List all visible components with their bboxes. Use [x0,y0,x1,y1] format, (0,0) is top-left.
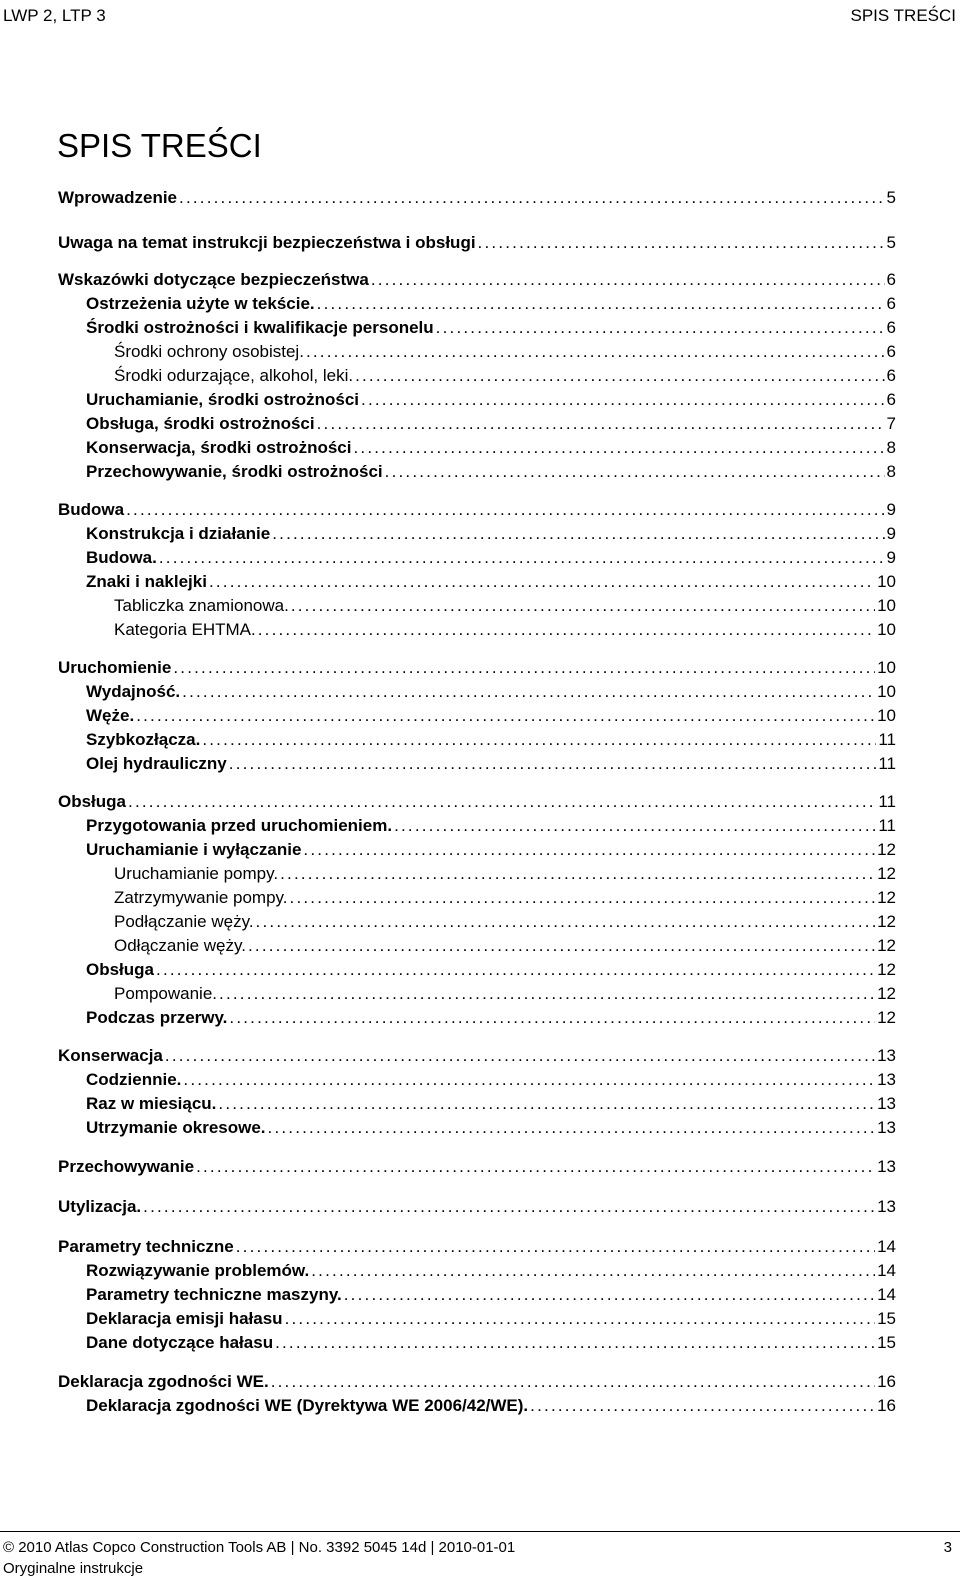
toc-entry[interactable] [58,231,896,255]
toc-leader-dots [248,934,875,958]
toc-entry-label: Ostrzeżenia użyte w tekście. [86,294,315,313]
toc-entry-label: Obsługa, środki ostrożności [86,414,315,433]
toc-entry-page: 9 [886,500,896,519]
toc-entry[interactable] [114,910,896,934]
toc-entry[interactable] [86,1116,896,1140]
toc-entry-page: 13 [877,1070,896,1089]
toc-entry-label: Deklaracja emisji hałasu [86,1309,283,1328]
toc-leader-dots [355,364,884,388]
toc-entry-page: 11 [878,730,896,749]
toc-entry[interactable] [86,388,896,412]
toc-leader-dots [183,1068,875,1092]
toc-entry-page: 13 [877,1046,896,1065]
toc-entry[interactable] [86,814,896,838]
toc-entry-page: 5 [886,188,896,207]
toc-leader-dots [317,292,885,316]
toc-entry-page: 14 [877,1237,896,1256]
toc-leader-dots [202,728,876,752]
toc-leader-dots [165,1044,875,1068]
toc-entry-page: 12 [877,984,896,1003]
toc-entry-label: Środki ostrożności i kwalifikacje personelu [86,318,434,337]
toc-entry-label: Deklaracja zgodności WE. [58,1372,269,1391]
toc-entry-page: 12 [877,840,896,859]
toc-entry-page: 13 [877,1197,896,1216]
toc-entry[interactable] [58,1044,896,1068]
toc-leader-dots [361,388,885,412]
toc-entry-page: 10 [877,706,896,725]
toc-leader-dots [353,436,884,460]
toc-entry-page: 9 [886,548,896,567]
toc-entry[interactable] [86,1394,896,1418]
toc-entry[interactable] [86,1283,896,1307]
toc-entry-label: Odłączanie węży. [114,936,246,955]
toc-entry[interactable] [86,838,896,862]
toc-leader-dots [126,498,884,522]
toc-leader-dots [258,618,875,642]
toc-entry-label: Konserwacja, środki ostrożności [86,438,352,457]
toc-entry[interactable] [86,752,896,776]
footer-divider [0,1531,960,1532]
toc-entry-label: Uruchamianie i wyłączanie [86,840,302,859]
toc-entry-page: 12 [877,960,896,979]
toc-entry[interactable] [58,656,896,680]
toc-entry[interactable] [86,546,896,570]
toc-entry[interactable] [58,1235,896,1259]
toc-entry-page: 12 [877,1008,896,1027]
toc-entry-page: 10 [877,682,896,701]
toc-entry-page: 11 [878,754,896,773]
toc-entry-label: Środki ochrony osobistej. [114,342,304,361]
toc-entry-page: 12 [877,864,896,883]
toc-leader-dots [311,1259,875,1283]
toc-leader-dots [371,268,885,292]
toc-leader-dots [271,1370,875,1394]
toc-entry-label: Pompowanie. [114,984,218,1003]
toc-entry[interactable] [114,364,896,388]
toc-entry[interactable] [86,522,896,546]
toc-entry[interactable] [58,1195,896,1219]
toc-entry[interactable] [86,958,896,982]
toc-entry[interactable] [86,1307,896,1331]
toc-leader-dots [143,1195,875,1219]
toc-entry-label: Codziennie. [86,1070,182,1089]
toc-leader-dots [218,1092,875,1116]
toc-entry-page: 14 [877,1261,896,1280]
toc-entry-page: 15 [877,1333,896,1352]
toc-entry[interactable] [114,934,896,958]
toc-leader-dots [182,680,875,704]
toc-leader-dots [290,886,876,910]
toc-entry-page: 6 [886,342,896,361]
toc-entry-label: Konstrukcja i działanie [86,524,271,543]
toc-entry[interactable] [86,316,896,340]
toc-leader-dots [156,958,875,982]
toc-entry-page: 15 [877,1309,896,1328]
toc-entry[interactable] [114,886,896,910]
toc-leader-dots [291,594,875,618]
toc-entry[interactable] [58,1370,896,1394]
toc-leader-dots [478,231,885,255]
toc-entry-page: 9 [886,524,896,543]
page-title: SPIS TREŚCI [57,127,262,164]
toc-entry-page: 11 [878,792,896,811]
toc-entry[interactable] [86,436,896,460]
toc-entry[interactable] [58,1155,896,1179]
toc-entry-label: Konserwacja [58,1046,163,1065]
toc-entry-label: Środki odurzające, alkohol, leki. [114,366,354,385]
toc-entry-page: 13 [877,1157,896,1176]
toc-entry[interactable] [86,292,896,316]
toc-entry[interactable] [86,1006,896,1030]
toc-entry-label: Rozwiązywanie problemów. [86,1261,310,1280]
toc-leader-dots [159,546,885,570]
toc-entry-label: Obsługa [58,792,127,811]
toc-entry-page: 6 [886,318,896,337]
toc-entry-page: 10 [877,658,896,677]
toc-leader-dots [219,982,875,1006]
toc-leader-dots [209,570,875,594]
toc-leader-dots [128,790,876,814]
toc-entry[interactable] [58,498,896,522]
toc-entry-label: Węże. [86,706,135,725]
toc-entry-page: 12 [877,936,896,955]
toc-leader-dots [280,862,875,886]
footer-copyright: © 2010 Atlas Copco Construction Tools AB | No. 3392 5045 14d | 2010-01-01 [3,1539,516,1556]
toc-entry-label: Podłączanie węży. [114,912,254,931]
header-section-title: SPIS TREŚCI [850,6,956,25]
toc-entry[interactable] [86,570,896,594]
toc-entry-page: 6 [886,390,896,409]
toc-leader-dots [272,522,884,546]
toc-leader-dots [530,1394,875,1418]
toc-leader-dots [196,1155,875,1179]
toc-entry[interactable] [86,460,896,484]
toc-entry-page: 16 [877,1372,896,1391]
toc-entry-page: 12 [877,912,896,931]
toc-entry[interactable] [86,1068,896,1092]
toc-entry-label: Podczas przerwy. [86,1008,228,1027]
toc-entry[interactable] [114,982,896,1006]
toc-entry-label: Parametry techniczne maszyny. [86,1285,342,1304]
toc-entry-label: Kategoria EHTMA. [114,620,256,639]
toc-entry-label: Przechowywanie, środki ostrożności [86,462,383,481]
toc-entry[interactable] [114,594,896,618]
toc-leader-dots [179,186,885,210]
toc-leader-dots [385,460,885,484]
toc-leader-dots [317,412,885,436]
toc-entry-label: Przygotowania przed uruchomieniem. [86,816,393,835]
toc-entry[interactable] [86,1092,896,1116]
toc-entry[interactable] [114,340,896,364]
toc-entry-label: Budowa [58,500,125,519]
toc-entry-label: Parametry techniczne [58,1237,234,1256]
toc-entry-page: 8 [886,438,896,457]
toc-entry-label: Deklaracja zgodności WE (Dyrektywa WE 2006/42/WE). [86,1396,529,1415]
toc-entry-page: 6 [886,294,896,313]
toc-entry-page: 10 [877,620,896,639]
toc-entry-label: Zatrzymywanie pompy. [114,888,288,907]
toc-entry-label: Obsługa [86,960,155,979]
toc-entry-page: 6 [886,270,896,289]
toc-leader-dots [229,752,877,776]
toc-entry-label: Znaki i naklejki [86,572,207,591]
toc-leader-dots [256,910,876,934]
toc-leader-dots [275,1331,875,1355]
toc-entry[interactable] [86,680,896,704]
toc-entry-page: 14 [877,1285,896,1304]
toc-leader-dots [344,1283,875,1307]
toc-leader-dots [303,838,875,862]
toc-entry-page: 5 [886,233,896,252]
toc-entry[interactable] [114,618,896,642]
header-document-title: LWP 2, LTP 3 [3,6,106,25]
footer-page-number: 3 [943,1539,952,1556]
toc-entry-page: 13 [877,1118,896,1137]
toc-entry-label: Raz w miesiącu. [86,1094,217,1113]
toc-entry[interactable] [86,728,896,752]
toc-leader-dots [136,704,875,728]
footer-note: Oryginalne instrukcje [3,1560,144,1577]
toc-leader-dots [236,1235,875,1259]
toc-entry[interactable] [86,1259,896,1283]
toc-entry-page: 12 [877,888,896,907]
toc-entry-label: Utylizacja. [58,1197,142,1216]
toc-entry-page: 13 [877,1094,896,1113]
toc-entry[interactable] [86,704,896,728]
toc-entry[interactable] [58,186,896,210]
toc-entry-label: Uwaga na temat instrukcji bezpieczeństwa i obsługi [58,233,476,252]
toc-entry-page: 10 [877,572,896,591]
toc-leader-dots [285,1307,876,1331]
toc-entry[interactable] [58,790,896,814]
toc-entry[interactable] [86,412,896,436]
toc-leader-dots [394,814,876,838]
toc-entry-label: Uruchamianie pompy. [114,864,279,883]
toc-entry-label: Wskazówki dotyczące bezpieczeństwa [58,270,369,289]
toc-entry-label: Dane dotyczące hałasu [86,1333,274,1352]
toc-entry-page: 10 [877,596,896,615]
toc-entry-page: 11 [878,816,896,835]
toc-entry-label: Tabliczka znamionowa. [114,596,289,615]
toc-entry-label: Wprowadzenie [58,188,178,207]
toc-entry-label: Uruchamianie, środki ostrożności [86,390,360,409]
toc-entry-label: Uruchomienie [58,658,172,677]
toc-leader-dots [436,316,885,340]
toc-entry-label: Wydajność. [86,682,181,701]
toc-entry-label: Olej hydrauliczny [86,754,227,773]
toc-leader-dots [306,340,885,364]
toc-entry-page: 6 [886,366,896,385]
toc-leader-dots [229,1006,875,1030]
toc-leader-dots [268,1116,876,1140]
toc-entry[interactable] [86,1331,896,1355]
toc-entry-label: Przechowywanie [58,1157,195,1176]
toc-entry-label: Budowa. [86,548,157,567]
toc-entry-page: 16 [877,1396,896,1415]
toc-entry[interactable] [114,862,896,886]
toc-entry-page: 7 [886,414,896,433]
toc-entry[interactable] [58,268,896,292]
toc-entry-page: 8 [886,462,896,481]
toc-entry-label: Szybkozłącza. [86,730,201,749]
toc-entry-label: Utrzymanie okresowe. [86,1118,266,1137]
toc-leader-dots [173,656,875,680]
